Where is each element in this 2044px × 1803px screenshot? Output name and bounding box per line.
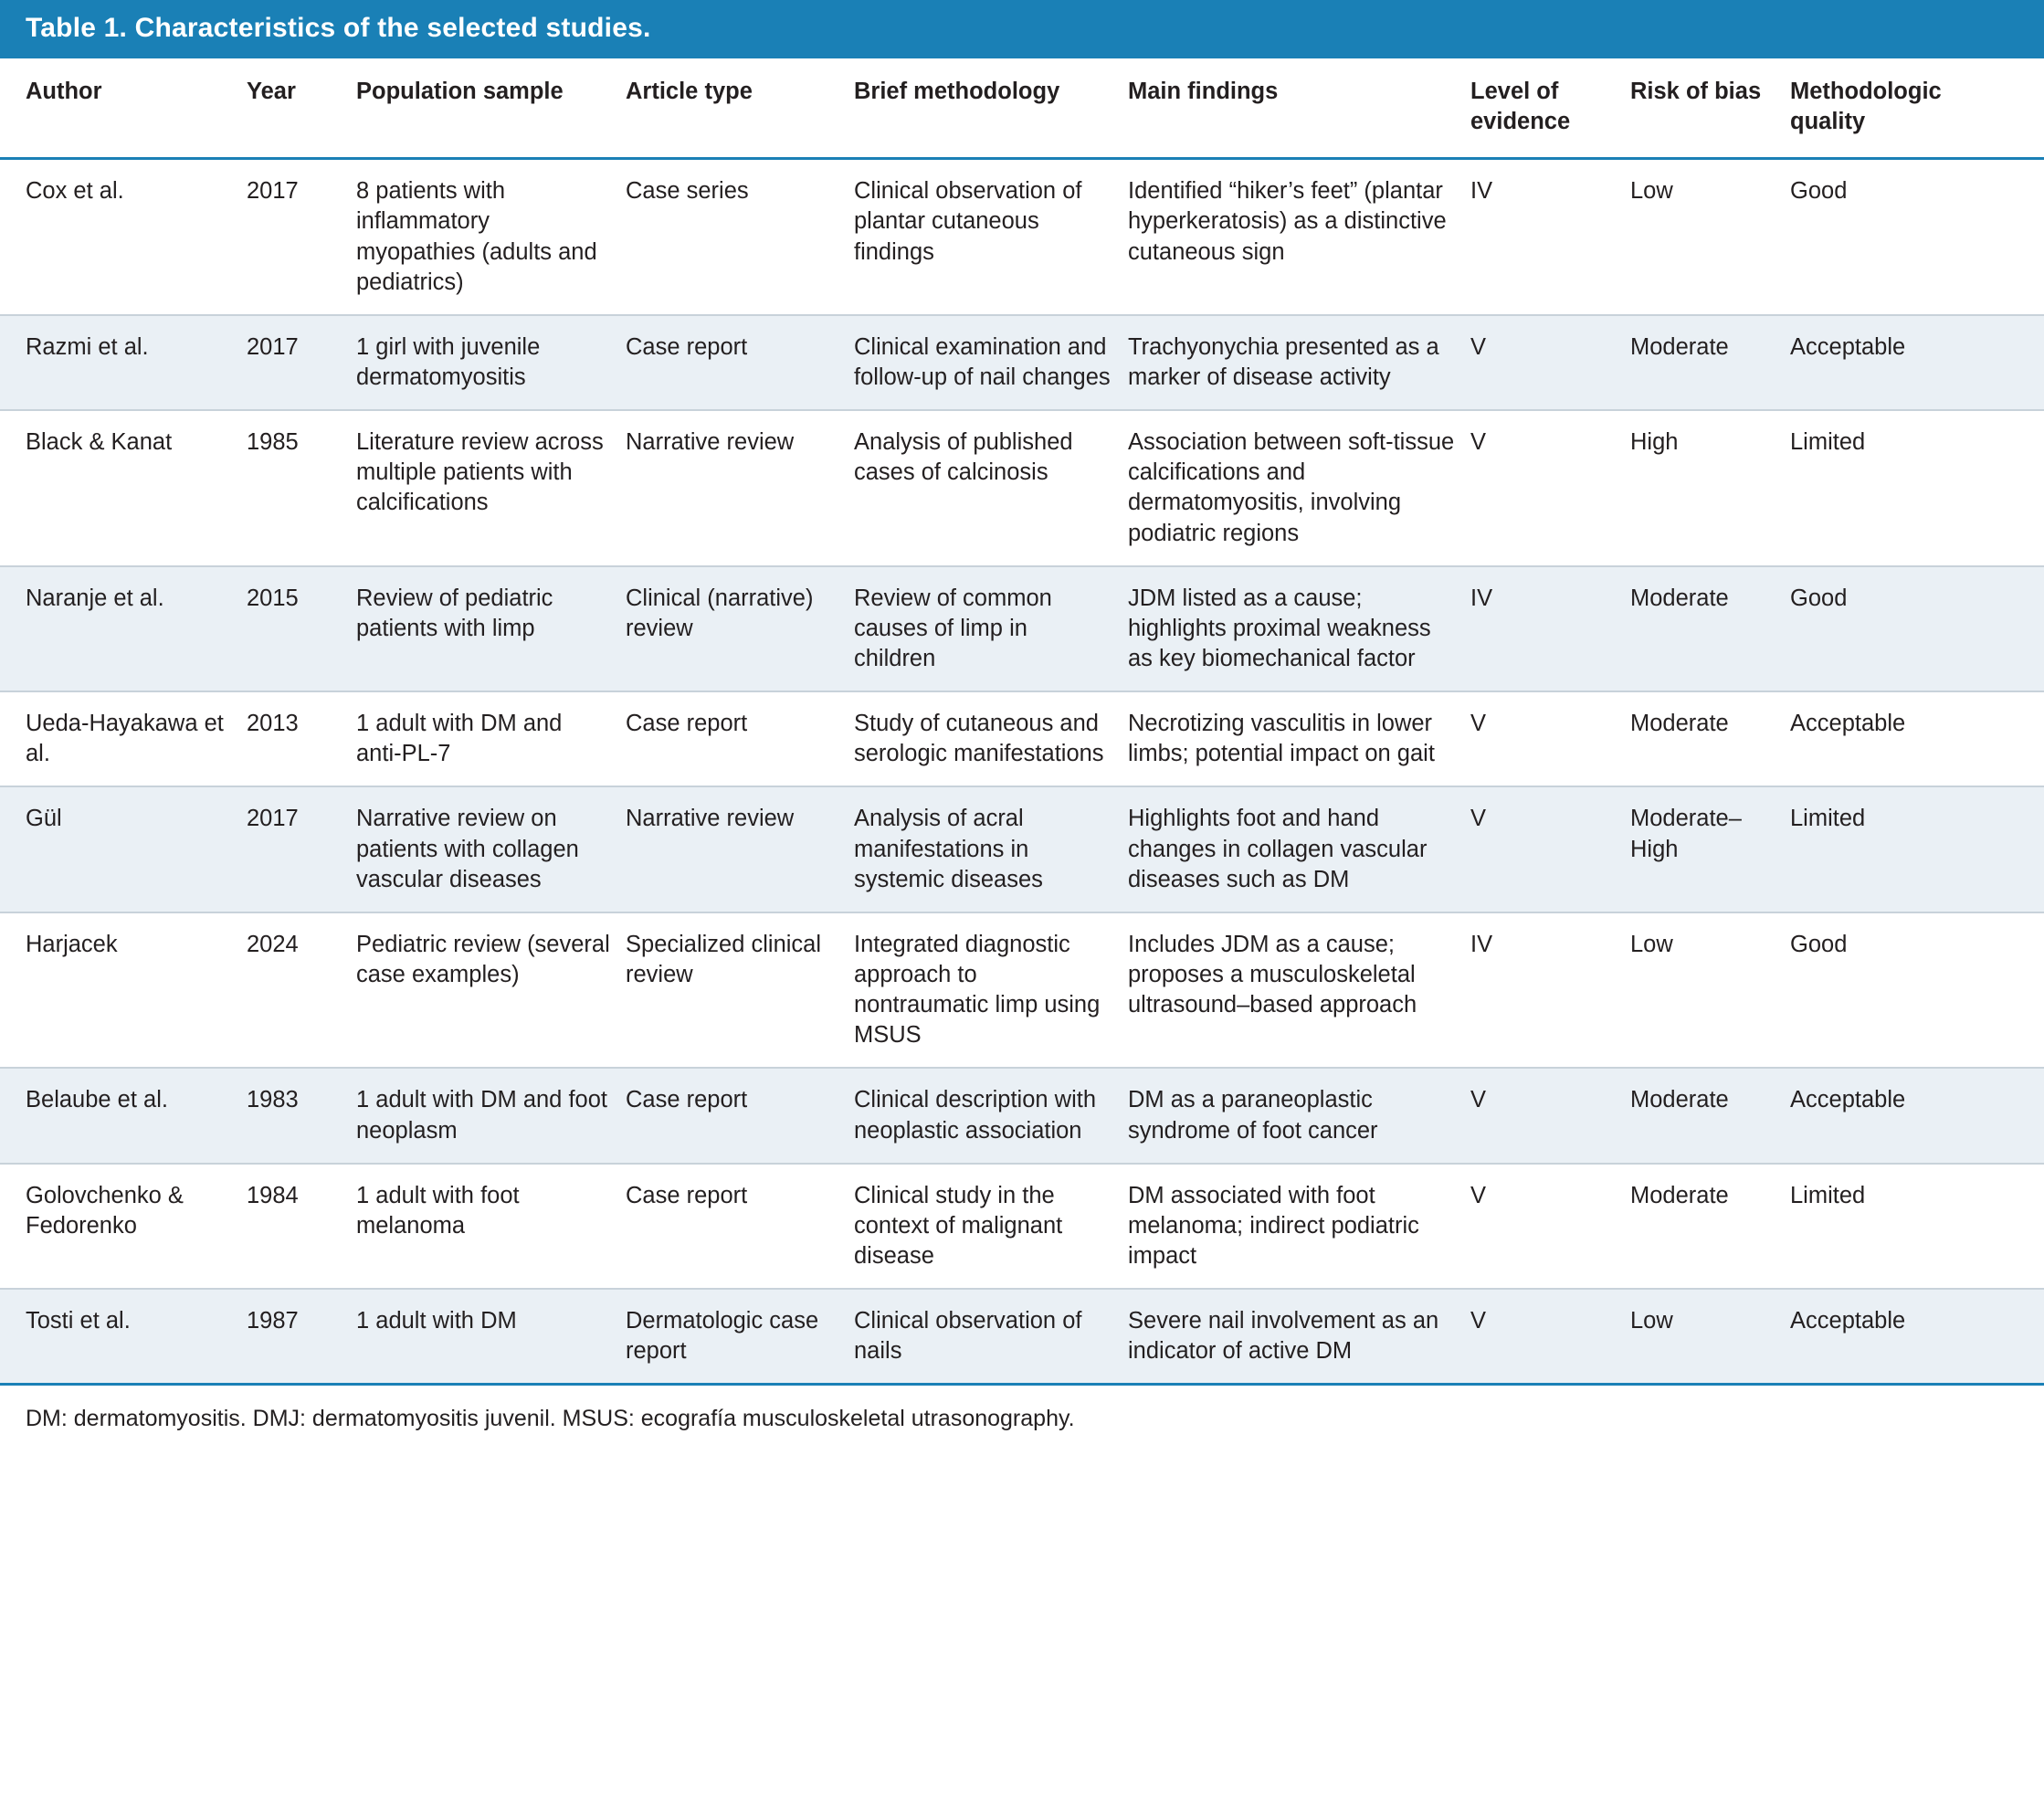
characteristics-table bbox=[0, 58, 2044, 1386]
cell-quality: Acceptable bbox=[1790, 1308, 1906, 1334]
cell-risk: High bbox=[1630, 429, 1679, 456]
cell-findings: Severe nail involvement as an indicator of active DM bbox=[1128, 1308, 1439, 1365]
cell-quality: Good bbox=[1790, 178, 1848, 205]
table-header-row bbox=[0, 58, 2044, 159]
table-row bbox=[0, 1164, 2044, 1289]
column-header-risk-of-bias: Risk of bias bbox=[1630, 79, 1762, 104]
cell-methodology: Clinical observation of plantar cutaneous findings bbox=[854, 178, 1082, 265]
cell-findings: JDM listed as a cause; highlights proximal weakness as key biomechanical factor bbox=[1128, 585, 1431, 671]
cell-methodology: Clinical description with neoplastic association bbox=[854, 1087, 1097, 1144]
cell-level: IV bbox=[1470, 178, 1493, 205]
cell-year: 2017 bbox=[247, 806, 299, 832]
cell-quality: Acceptable bbox=[1790, 1087, 1906, 1113]
cell-quality: Acceptable bbox=[1790, 333, 1906, 360]
cell-author: Belaube et al. bbox=[26, 1087, 168, 1113]
cell-year: 2015 bbox=[247, 585, 299, 611]
cell-findings: Association between soft-tissue calcifications and dermatomyositis, involving podiatric regions bbox=[1128, 429, 1455, 546]
table-row bbox=[0, 1289, 2044, 1385]
cell-risk: Moderate bbox=[1630, 333, 1729, 360]
cell-risk: Moderate–High bbox=[1630, 806, 1742, 862]
table-row bbox=[0, 566, 2044, 691]
column-header-methodologic-quality: Methodologic quality bbox=[1790, 79, 1942, 135]
column-header-brief-methodology: Brief methodology bbox=[854, 79, 1060, 104]
cell-article-type: Narrative review bbox=[626, 806, 795, 832]
cell-quality: Limited bbox=[1790, 806, 1866, 832]
table-row bbox=[0, 410, 2044, 566]
cell-risk: Low bbox=[1630, 178, 1673, 205]
cell-level: IV bbox=[1470, 931, 1493, 957]
cell-year: 2013 bbox=[247, 711, 299, 737]
cell-level: V bbox=[1470, 1308, 1487, 1334]
cell-population: Pediatric review (several case examples) bbox=[356, 931, 610, 987]
cell-level: V bbox=[1470, 711, 1487, 737]
cell-methodology: Clinical study in the context of malignant disease bbox=[854, 1182, 1063, 1269]
table-footnote: DM: dermatomyositis. DMJ: dermatomyositis juvenil. MSUS: ecografía musculoskeletal utrasonography. bbox=[26, 1406, 1075, 1432]
cell-article-type: Narrative review bbox=[626, 429, 795, 456]
column-header-level-of-evidence: Level of evidence bbox=[1470, 79, 1571, 135]
table-row bbox=[0, 786, 2044, 912]
cell-year: 2024 bbox=[247, 931, 299, 957]
cell-author: Golovchenko & Fedorenko bbox=[26, 1182, 184, 1239]
table-header bbox=[0, 58, 2044, 159]
cell-author: Cox et al. bbox=[26, 178, 124, 205]
cell-year: 1987 bbox=[247, 1308, 299, 1334]
cell-year: 1983 bbox=[247, 1087, 299, 1113]
cell-article-type: Case report bbox=[626, 1087, 748, 1113]
cell-quality: Limited bbox=[1790, 1182, 1866, 1208]
column-header-article-type: Article type bbox=[626, 79, 753, 104]
column-header-population-sample: Population sample bbox=[356, 79, 564, 104]
cell-article-type: Case report bbox=[626, 711, 748, 737]
table-row bbox=[0, 691, 2044, 786]
cell-year: 2017 bbox=[247, 178, 299, 205]
table-row bbox=[0, 315, 2044, 410]
cell-year: 1985 bbox=[247, 429, 299, 456]
cell-quality: Good bbox=[1790, 931, 1848, 957]
cell-population: 1 adult with foot melanoma bbox=[356, 1182, 520, 1239]
cell-author: Black & Kanat bbox=[26, 429, 173, 456]
cell-population: Review of pediatric patients with limp bbox=[356, 585, 553, 641]
cell-author: Naranje et al. bbox=[26, 585, 164, 611]
cell-population: 8 patients with inflammatory myopathies (adults and pediatrics) bbox=[356, 178, 597, 295]
cell-level: V bbox=[1470, 806, 1487, 832]
cell-author: Razmi et al. bbox=[26, 333, 149, 360]
cell-quality: Acceptable bbox=[1790, 711, 1906, 737]
cell-level: V bbox=[1470, 1087, 1487, 1113]
cell-findings: DM as a paraneoplastic syndrome of foot cancer bbox=[1128, 1087, 1378, 1144]
table-row bbox=[0, 912, 2044, 1069]
cell-methodology: Clinical examination and follow-up of nail changes bbox=[854, 333, 1111, 390]
table-caption: Table 1. Characteristics of the selected studies. bbox=[0, 0, 2044, 58]
cell-risk: Moderate bbox=[1630, 711, 1729, 737]
cell-methodology: Clinical observation of nails bbox=[854, 1308, 1082, 1365]
table-row bbox=[0, 1068, 2044, 1163]
table-row bbox=[0, 159, 2044, 315]
cell-risk: Moderate bbox=[1630, 1087, 1729, 1113]
cell-quality: Limited bbox=[1790, 429, 1866, 456]
column-header-main-findings: Main findings bbox=[1128, 79, 1279, 104]
cell-article-type: Dermatologic case report bbox=[626, 1308, 819, 1365]
cell-article-type: Clinical (narrative) review bbox=[626, 585, 814, 641]
cell-findings: Trachyonychia presented as a marker of disease activity bbox=[1128, 333, 1439, 390]
cell-year: 1984 bbox=[247, 1182, 299, 1208]
cell-methodology: Analysis of acral manifestations in systemic diseases bbox=[854, 806, 1043, 892]
cell-methodology: Integrated diagnostic approach to nontraumatic limp using MSUS bbox=[854, 931, 1101, 1049]
cell-article-type: Case report bbox=[626, 333, 748, 360]
cell-population: Literature review across multiple patients with calcifications bbox=[356, 429, 604, 516]
cell-author: Gül bbox=[26, 806, 62, 832]
cell-article-type: Case series bbox=[626, 178, 749, 205]
cell-level: V bbox=[1470, 333, 1487, 360]
cell-article-type: Case report bbox=[626, 1182, 748, 1208]
cell-author: Ueda-Hayakawa et al. bbox=[26, 711, 224, 767]
cell-methodology: Review of common causes of limp in children bbox=[854, 585, 1052, 671]
cell-methodology: Analysis of published cases of calcinosis bbox=[854, 429, 1073, 486]
table-body bbox=[0, 159, 2044, 1385]
cell-risk: Moderate bbox=[1630, 585, 1729, 611]
cell-population: 1 girl with juvenile dermatomyositis bbox=[356, 333, 541, 390]
cell-level: IV bbox=[1470, 585, 1493, 611]
cell-author: Harjacek bbox=[26, 931, 118, 957]
cell-level: V bbox=[1470, 429, 1487, 456]
cell-level: V bbox=[1470, 1182, 1487, 1208]
cell-quality: Good bbox=[1790, 585, 1848, 611]
cell-risk: Low bbox=[1630, 1308, 1673, 1334]
cell-findings: Necrotizing vasculitis in lower limbs; potential impact on gait bbox=[1128, 711, 1435, 767]
column-header-author: Author bbox=[26, 79, 102, 104]
cell-findings: Identified “hiker’s feet” (plantar hyperkeratosis) as a distinctive cutaneous sign bbox=[1128, 178, 1447, 265]
cell-findings: Highlights foot and hand changes in collagen vascular diseases such as DM bbox=[1128, 806, 1428, 892]
cell-article-type: Specialized clinical review bbox=[626, 931, 822, 987]
cell-population: Narrative review on patients with collagen vascular diseases bbox=[356, 806, 579, 892]
column-header-year: Year bbox=[247, 79, 296, 104]
cell-risk: Moderate bbox=[1630, 1182, 1729, 1208]
cell-population: 1 adult with DM bbox=[356, 1308, 517, 1334]
cell-population: 1 adult with DM and foot neoplasm bbox=[356, 1087, 607, 1144]
cell-methodology: Study of cutaneous and serologic manifestations bbox=[854, 711, 1104, 767]
cell-author: Tosti et al. bbox=[26, 1308, 131, 1334]
cell-findings: DM associated with foot melanoma; indirect podiatric impact bbox=[1128, 1182, 1419, 1269]
cell-findings: Includes JDM as a cause; proposes a musculoskeletal ultrasound–based approach bbox=[1128, 931, 1417, 1018]
cell-year: 2017 bbox=[247, 333, 299, 360]
cell-population: 1 adult with DM and anti-PL-7 bbox=[356, 711, 563, 767]
cell-risk: Low bbox=[1630, 931, 1673, 957]
